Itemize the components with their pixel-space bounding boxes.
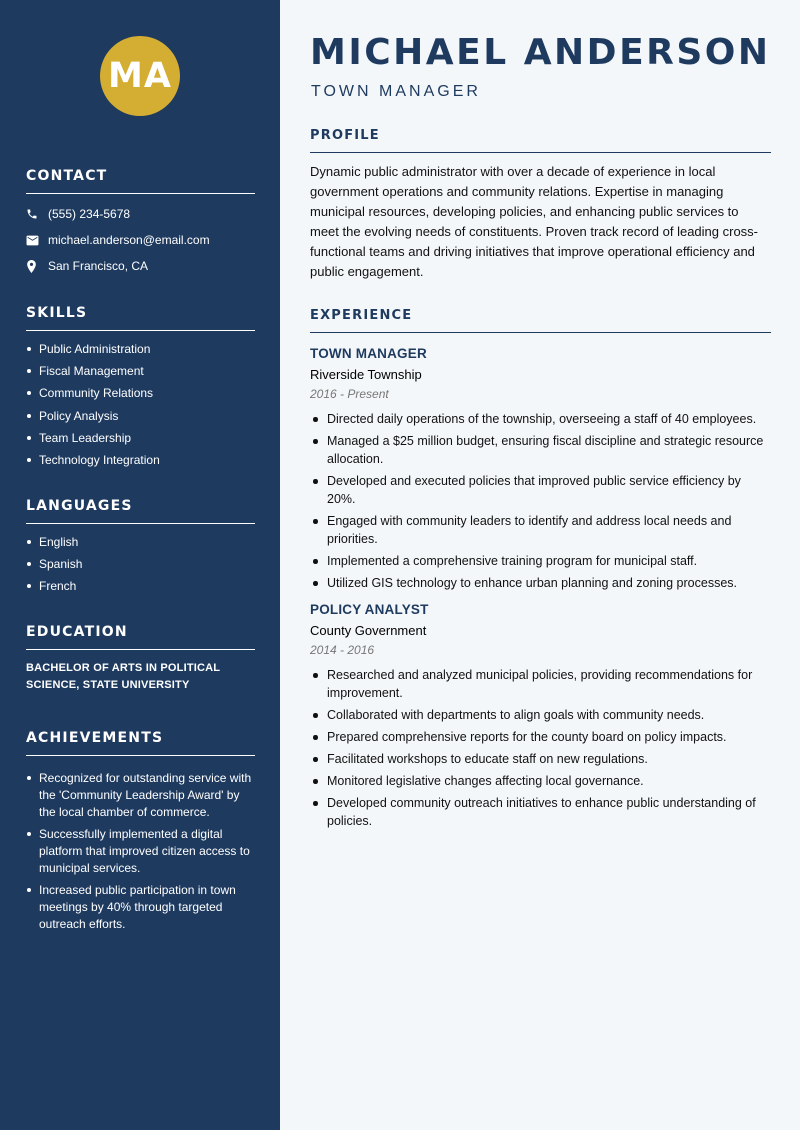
- location-text: San Francisco, CA: [48, 259, 149, 273]
- education-heading: EDUCATION: [26, 624, 255, 650]
- duty-item: Collaborated with departments to align goals with community needs.: [310, 706, 771, 724]
- duty-item: Researched and analyzed municipal policies, providing recommendations for improvement.: [310, 666, 771, 702]
- languages-list: [26, 534, 255, 595]
- education-section: [26, 624, 255, 694]
- duty-item: Utilized GIS technology to enhance urban planning and zoning processes.: [310, 574, 771, 592]
- achievements-section: [26, 730, 255, 939]
- job-title: POLICY ANALYST: [310, 602, 429, 617]
- achievement-item: Recognized for outstanding service with the 'Community Leadership Award' by the local chamber of commerce.: [26, 770, 255, 821]
- duty-item: Developed community outreach initiatives to enhance public understanding of policies.: [310, 794, 771, 830]
- achievement-item: Successfully implemented a digital platform that improved citizen access to municipal services.: [26, 826, 255, 877]
- skills-heading: SKILLS: [26, 305, 255, 331]
- skills-section: [26, 305, 255, 474]
- achievement-item: Increased public participation in town meetings by 40% through targeted outreach efforts.: [26, 882, 255, 933]
- achievements-heading: ACHIEVEMENTS: [26, 730, 255, 756]
- skill-item: Fiscal Management: [26, 363, 255, 380]
- duty-item: Directed daily operations of the township, overseeing a staff of 40 employees.: [310, 410, 771, 428]
- job-dates: 2014 - 2016: [310, 643, 375, 657]
- duty-item: Monitored legislative changes affecting local governance.: [310, 772, 771, 790]
- contact-heading: CONTACT: [26, 168, 255, 194]
- language-item: English: [26, 534, 255, 551]
- language-item: Spanish: [26, 556, 255, 573]
- avatar: MA: [100, 36, 180, 116]
- language-item: French: [26, 578, 255, 595]
- education-degree: BACHELOR OF ARTS IN POLITICAL SCIENCE, STATE UNIVERSITY: [26, 662, 221, 691]
- profile-text: Dynamic public administrator with over a decade of experience in local government operations and community relations. Expertise in managing municipal resources, developing policies, and enhancing public services to meet the evolving needs of constituents. Proven track record of leading cross-functional teams and driving initiatives that improve operational efficiency and public engagement.: [310, 164, 759, 279]
- duty-item: Facilitated workshops to educate staff on new regulations.: [310, 750, 771, 768]
- phone-text: (555) 234-5678: [48, 207, 131, 221]
- skills-list: [26, 341, 255, 469]
- job-duties: [310, 410, 771, 592]
- languages-section: [26, 498, 255, 601]
- achievements-list: [26, 770, 255, 933]
- phone-icon: [26, 208, 48, 220]
- experience-section: [310, 308, 771, 834]
- job-company: Riverside Township: [310, 367, 422, 382]
- contact-section: [26, 168, 255, 279]
- candidate-name: MICHAEL ANDERSON: [310, 32, 771, 73]
- candidate-role: TOWN MANAGER: [311, 83, 481, 100]
- job-company: County Government: [310, 623, 427, 638]
- contact-email: [26, 227, 255, 253]
- languages-heading: LANGUAGES: [26, 498, 255, 524]
- skill-item: Team Leadership: [26, 430, 255, 447]
- job-duties: [310, 666, 771, 830]
- skill-item: Community Relations: [26, 385, 255, 402]
- job-entry: [310, 602, 771, 830]
- experience-heading: EXPERIENCE: [310, 308, 771, 333]
- duty-item: Developed and executed policies that improved public service efficiency by 20%.: [310, 472, 771, 508]
- job-dates: 2016 - Present: [310, 387, 389, 401]
- duty-item: Prepared comprehensive reports for the county board on policy impacts.: [310, 728, 771, 746]
- profile-heading: PROFILE: [310, 128, 771, 153]
- skill-item: Technology Integration: [26, 452, 255, 469]
- skill-item: Policy Analysis: [26, 408, 255, 425]
- email-text: michael.anderson@email.com: [48, 233, 210, 247]
- sidebar: [0, 0, 280, 1130]
- job-entry: [310, 346, 771, 592]
- skill-item: Public Administration: [26, 341, 255, 358]
- job-title: TOWN MANAGER: [310, 346, 427, 361]
- contact-phone: [26, 201, 255, 227]
- contact-location: [26, 253, 255, 279]
- duty-item: Managed a $25 million budget, ensuring fiscal discipline and strategic resource allocation.: [310, 432, 771, 468]
- duty-item: Engaged with community leaders to identify and address local needs and priorities.: [310, 512, 771, 548]
- duty-item: Implemented a comprehensive training program for municipal staff.: [310, 552, 771, 570]
- profile-section: [310, 128, 771, 282]
- location-pin-icon: [26, 260, 48, 273]
- email-icon: [26, 235, 48, 246]
